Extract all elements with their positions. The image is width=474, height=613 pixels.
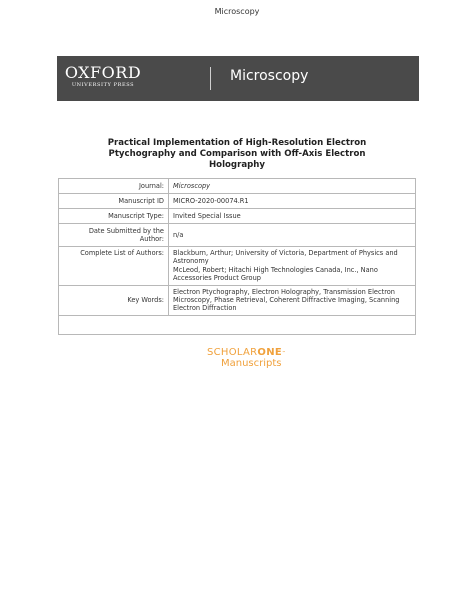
manuscript-info-table [58,178,416,335]
empty-cell [59,315,416,334]
oxford-logo [63,64,143,94]
scholarone-wordmark [207,347,286,358]
table-row [59,285,416,315]
manuscript-id-label: Manuscript ID [59,194,169,209]
journal-banner [57,56,419,101]
date-submitted-value: n/a [169,224,416,247]
publisher-subtitle: UNIVERSITY PRESS [71,82,135,88]
manuscripts-text: Manuscripts [221,358,282,369]
table-row [59,247,416,286]
manuscript-id-value: MICRO-2020-00074.R1 [169,194,416,209]
table-row-empty [59,315,416,334]
manuscript-title: Practical Implementation of High-Resolution Electron Ptychography and Comparison with Off-Axis Electron Holography [107,138,367,170]
publisher-name: OXFORD [64,63,142,82]
scholarone-logo [207,347,286,369]
authors-value: Blackburn, Arthur; University of Victoria, Department of Physics and Astronomy McLeod, Robert; Hitachi High Technologies Canada, Inc., Nano Accessories Product Group [169,247,416,286]
table-row [59,194,416,209]
running-head: Microscopy [214,7,260,16]
banner-journal-title: Microscopy [230,68,309,84]
authors-label: Complete List of Authors: [59,247,169,286]
table-row [59,179,416,194]
date-submitted-label: Date Submitted by the Author: [59,224,169,247]
keywords-value: Electron Ptychography, Electron Holography, Transmission Electron Microscopy, Phase Retrieval, Coherent Diffractive Imaging, Scanning Electron Diffraction [169,285,416,315]
journal-label: Journal: [59,179,169,194]
table-row [59,209,416,224]
scholar-text: SCHOLAR [207,347,258,358]
keywords-label: Key Words: [59,285,169,315]
table-row [59,224,416,247]
manuscript-type-value: Invited Special Issue [169,209,416,224]
manuscript-type-label: Manuscript Type: [59,209,169,224]
one-text: ONE [257,347,283,358]
banner-divider [210,67,211,90]
journal-value: Microscopy [169,179,416,194]
trademark-symbol: ™ [282,350,287,355]
